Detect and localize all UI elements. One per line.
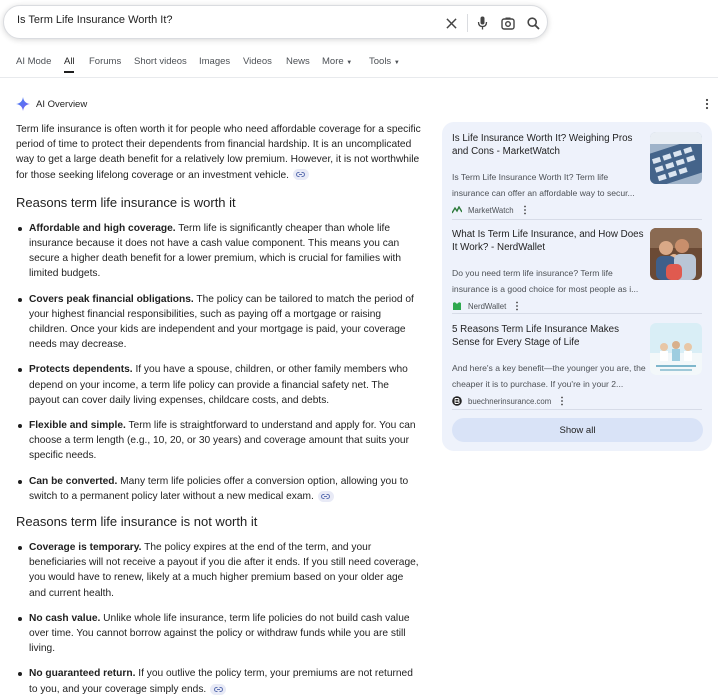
intro-paragraph [16,122,421,183]
search-input[interactable] [17,14,417,26]
list-item [16,221,421,282]
list-item [16,362,421,408]
tab-images[interactable]: Images [199,56,231,67]
sources-panel [442,122,712,451]
buechner-logo-icon [452,396,462,406]
source-snippet: Is Term Life Insurance Worth It? Term life insurance can offer an affordable way to secur... [452,172,635,198]
card-divider [452,219,702,220]
list-item-text: Unlike whole life insurance, term life policies do not build cash value over time. You cannot borrow against the policy or withdraw funds while you are still living. [29,612,410,655]
list-item-text: Term life is significantly cheaper than whole life insurance because it does not have a cash value component. This means you can secure a higher death benefit for a lower premium, which is crucial for families with limited budgets. [29,222,402,280]
search-icon[interactable] [525,15,541,31]
list-item-text: The policy can be tailored to match the period of your highest financial responsibilities, such as paying off a mortgage or raising children. Once your kids are independent and your mortgage is paid, your coverage needs may decrease. [29,293,414,351]
source-thumbnail-calculator[interactable] [650,132,702,184]
source-title[interactable]: 5 Reasons Term Life Insurance Makes Sense for Every Stage of Life [452,324,619,348]
list-item-text: Many term life policies offer a conversion option, allowing you to switch to a permanent policy later without a new medical exam. [29,475,409,502]
source-site [452,396,565,406]
list-item-title: No guaranteed return. [29,668,136,680]
worth-it-list [16,221,421,504]
lens-icon[interactable] [500,15,516,31]
header-divider [0,77,718,78]
list-item-title: Coverage is temporary. [29,542,142,554]
tab-news[interactable]: News [286,56,310,67]
source-title[interactable]: Is Life Insurance Worth It? Weighing Pros and Cons - MarketWatch [452,133,633,157]
card-divider [452,409,702,410]
intro-text: Term life insurance is often worth it for people who need affordable coverage for a specific period of time to protect their dependents from financial hardship. It is an uncomplicated way to get a large death benefit for a relatively low premium. However, it is not worthwhile for those seeking lifelong coverage or an investment vehicle. [16,124,421,181]
section-heading-worth-it: Reasons term life insurance is worth it [16,194,236,210]
ai-overview-header [16,97,87,111]
list-item-title: No cash value. [29,612,101,624]
source-thumbnail-beach[interactable] [650,323,702,375]
source-snippet: Do you need term life insurance? Term life insurance is a good choice for most people as i... [452,268,639,294]
list-item-text: If you outlive the policy term, your premiums are not returned to you, and your coverage simply ends. [29,668,413,695]
source-snippet: And here's a key benefit—the younger you are, the cheaper it is to purchase. If you're in your 2... [452,363,646,389]
more-options-icon[interactable] [559,396,565,406]
search-bar [3,5,548,39]
tab-more[interactable] [322,56,352,67]
source-site-name: NerdWallet [468,301,507,311]
source-card[interactable] [452,228,704,318]
list-item [16,540,421,601]
active-tab-indicator [64,71,74,73]
list-item-title: Affordable and high coverage. [29,222,176,234]
not-worth-it-list [16,540,421,696]
list-item [16,292,421,353]
tab-forums[interactable]: Forums [89,56,122,67]
list-item-text: Term life is straightforward to understand and apply for. You can choose a term length (e.g., 10, 20, or 30 years) and coverage amount that suits your specific needs. [29,420,416,462]
list-item [16,474,421,504]
list-item-title: Covers peak financial obligations. [29,293,194,305]
source-title[interactable]: What Is Term Life Insurance, and How Does It Work? - NerdWallet [452,229,644,253]
tab-more-label: More [322,56,344,67]
link-icon[interactable] [293,169,309,180]
list-item [16,611,421,657]
tab-short-videos[interactable]: Short videos [134,56,187,67]
marketwatch-logo-icon [452,205,462,215]
clear-icon[interactable] [443,15,459,31]
microphone-icon[interactable] [474,15,490,31]
source-card[interactable] [452,323,704,413]
tab-tools-label: Tools [369,56,392,67]
link-icon[interactable] [318,491,334,502]
tab-ai-mode[interactable]: AI Mode [16,56,52,67]
ai-overview-body [16,122,421,696]
source-thumbnail-family[interactable] [650,228,702,280]
ai-overview-title: AI Overview [36,98,88,110]
list-item-title: Flexible and simple. [29,420,126,432]
source-card[interactable] [452,132,704,222]
source-site-name: MarketWatch [468,205,514,215]
tab-all[interactable]: All [64,56,75,67]
card-divider [452,313,702,314]
search-divider [467,14,468,32]
source-site-name: buechnerinsurance.com [468,396,552,406]
section-heading-not-worth-it: Reasons term life insurance is not worth it [16,514,258,530]
list-item [16,666,421,696]
more-options-icon[interactable] [514,301,520,311]
source-site [452,205,528,215]
list-item-text: If you have a spouse, children, or other family members who depend on your income, a term life policy can provide a financial safety net. The payout can cover daily living expenses, childcare costs, and debts. [29,364,408,406]
chevron-down-icon: ▼ [346,60,353,66]
nerdwallet-logo-icon [452,301,462,311]
tab-tools[interactable] [369,56,400,67]
sparkle-icon [16,97,30,111]
list-item [16,418,421,464]
list-item-title: Protects dependents. [29,364,133,376]
list-item-text: The policy expires at the end of the term, and your beneficiaries will not receive a payout if you die after it ends. If you still need coverage, you would have to renew, likely at a much higher premium based on your older age and current health. [29,542,419,599]
more-options-icon[interactable] [522,205,528,215]
link-icon[interactable] [210,684,226,695]
more-options-icon[interactable] [703,98,711,110]
list-item-title: Can be converted. [29,475,118,487]
tab-videos[interactable]: Videos [243,56,272,67]
source-site [452,301,520,311]
chevron-down-icon: ▼ [393,60,400,66]
show-all-button[interactable]: Show all [452,418,703,442]
